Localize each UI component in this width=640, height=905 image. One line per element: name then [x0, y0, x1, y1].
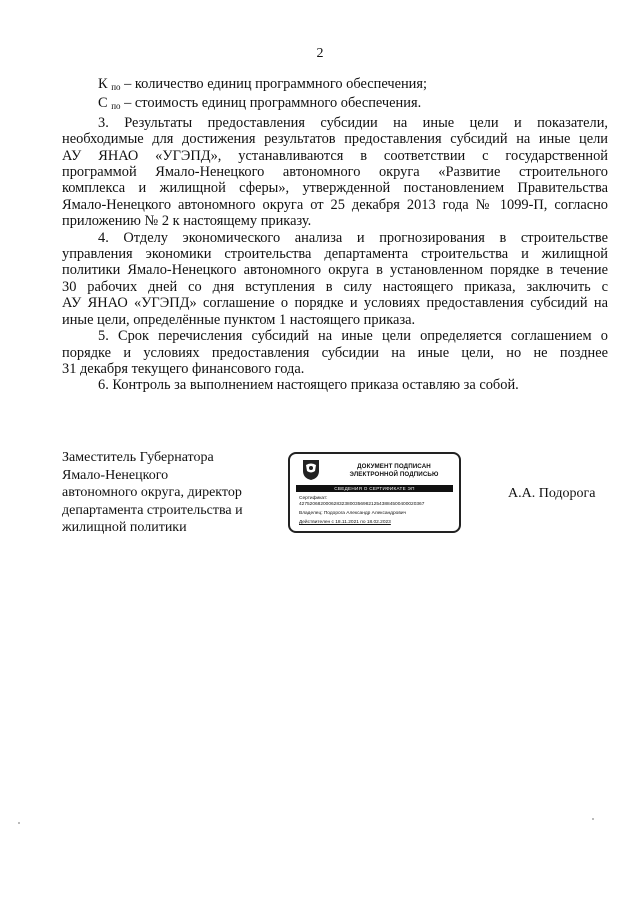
c-definition: С $_{по}$ – стоимость единиц программного обеспечения. [98, 95, 422, 112]
paragraph-5-line: порядке и условиях предоставления субсидии на иные цели, но не позднее [62, 344, 608, 361]
signer-line: департамента строительства и [62, 502, 243, 518]
paragraph-3-line: программой Ямало-Ненецкого автономного округа «Развитие строительного [62, 164, 608, 181]
signer-line: Заместитель Губернатора [62, 450, 214, 465]
stamp-cert-bar: СВЕДЕНИЯ О СЕРТИФИКАТЕ ЭП [296, 485, 453, 492]
paragraph-3-line: АУ ЯНАО «УГЭПД», устанавливаются в соответствии с государственной [62, 147, 608, 164]
paragraph-3-line: приложению № 2 к настоящему приказу. [62, 213, 312, 230]
stamp-cert-number: 42752068200062832380035698212543884500400020367 [299, 502, 425, 507]
stamp-validity: Действителен с 18.11.2021 по 18.02.2023 [299, 520, 391, 525]
paragraph-4-line: 4. Отделу экономического анализа и прогнозирования в строительстве [98, 229, 608, 246]
signer-title [62, 449, 243, 537]
paragraph-3-line: Ямало-Ненецкого автономного округа от 25 декабря 2013 года № 1099-П, согласно [62, 196, 608, 213]
scan-dot [18, 822, 20, 824]
paragraph-5-line: 5. Срок перечисления субсидий на иные цели определяется соглашением о [98, 328, 608, 345]
paragraph-3-line: необходимые для достижения результатов предоставления субсидий на иные цели [62, 131, 608, 148]
k-definition: К $_{по}$ – количество единиц программного обеспечения; [98, 76, 427, 92]
paragraph-4-line: иные цели, определённые пунктом 1 настоящего приказа. [62, 311, 416, 328]
electronic-signature-stamp [288, 452, 461, 533]
stamp-header: ДОКУМЕНТ ПОДПИСАН ЭЛЕКТРОННОЙ ПОДПИСЬЮ [349, 463, 439, 478]
signer-line: Ямало-Ненецкого [62, 467, 169, 483]
paragraph-3-line: 3. Результаты предоставления субсидии на иные цели и показатели, [98, 114, 608, 131]
document-body [62, 76, 608, 394]
paragraph-4-line: АУ ЯНАО «УГЭПД» соглашение о порядке и условиях предоставления субсидий на [62, 295, 608, 312]
signer-line: автономного округа, директор [62, 485, 242, 501]
scan-dot [592, 818, 594, 820]
signer-line: жилищной политики [62, 520, 187, 536]
paragraph-3-line: комплекса и жилищной сферы», утвержденной постановлением Правительства [62, 180, 608, 197]
paragraph-4-line: 30 рабочих дней со дня вступления в силу настоящего приказа, заключить с [62, 278, 608, 295]
coat-of-arms-icon [301, 459, 321, 481]
page-number: 2 [316, 46, 324, 61]
signatory-name: А.А. Подорога [508, 486, 596, 501]
stamp-owner: Владелец: Подорога Александр Александрович [299, 511, 407, 516]
stamp-cert-label: Сертификат: [299, 496, 328, 501]
paragraph-4-line: управления экономики строительства департамента строительства и жилищной [62, 246, 608, 263]
paragraph-4-line: политики Ямало-Ненецкого автономного округа в установленном порядке в течение [62, 262, 608, 279]
paragraph-6: 6. Контроль за выполнением настоящего приказа оставляю за собой. [98, 377, 519, 394]
paragraph-5-line: 31 декабря текущего финансового года. [62, 360, 305, 377]
